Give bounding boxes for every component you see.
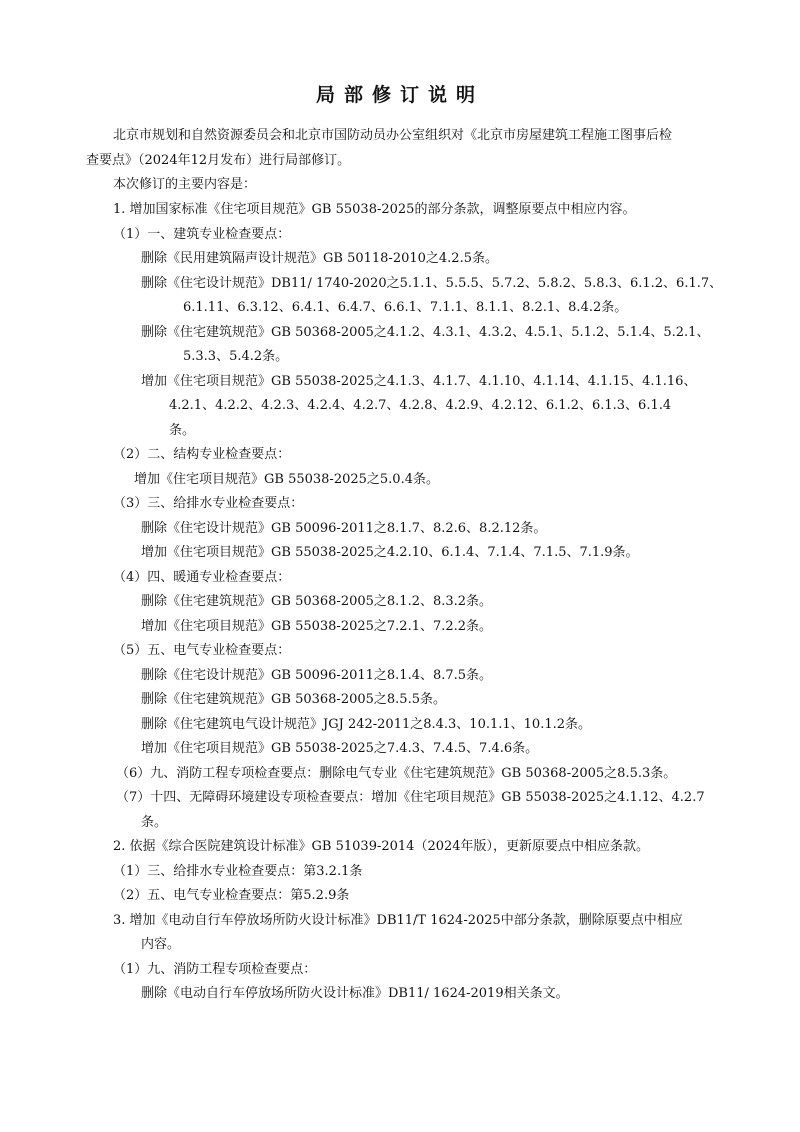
section-heading: （7）十四、无障碍环境建设专项检查要点：增加《住宅项目规范》GB 55038-2025之4.1.12、4.2.7	[116, 790, 705, 805]
intro-paragraph-line: 查要点》（2024年12月发布）进行局部修订。	[86, 153, 351, 168]
clause-line: 删除《民用建筑隔声设计规范》GB 50118-2010之4.2.5条。	[141, 251, 498, 266]
section-heading: （4）四、暖通专业检查要点：	[113, 570, 291, 585]
revision-item-heading-continued: 内容。	[141, 937, 181, 952]
section-heading: （6）九、消防工程专项检查要点：删除电气专业《住宅建筑规范》GB 50368-2005之8.5.3条。	[116, 766, 677, 781]
section-heading: （1）三、给排水专业检查要点：第3.2.1条	[113, 864, 363, 879]
clause-line-continued: 条。	[169, 423, 196, 438]
clause-line-continued: 5.3.3、5.4.2条。	[183, 349, 289, 364]
intro-summary-label: 本次修订的主要内容是：	[113, 177, 257, 192]
revision-item-heading: 2. 依据《综合医院建筑设计标准》GB 51039-2014（2024年版），更新原要点中相应条款。	[113, 839, 650, 854]
revision-item-heading: 3. 增加《电动自行车停放场所防火设计标准》DB11/T 1624-2025中部分条款，删除原要点中相应	[113, 913, 683, 928]
clause-line: 增加《住宅项目规范》GB 55038-2025之7.4.3、7.4.5、7.4.6条。	[141, 741, 539, 756]
clause-line-continued: 6.1.11、6.3.12、6.4.1、6.4.7、6.6.1、7.1.1、8.1.1、8.2.1、8.4.2条。	[183, 300, 628, 315]
clause-line: 删除《住宅设计规范》GB 50096-2011之8.1.4、8.7.5条。	[141, 668, 493, 683]
revision-item-heading: 1. 增加国家标准《住宅项目规范》GB 55038-2025的部分条款，调整原要点中相应内容。	[113, 202, 636, 217]
section-heading: （5）五、电气专业检查要点：	[113, 643, 291, 658]
section-heading: （2）五、电气专业检查要点：第5.2.9条	[113, 888, 350, 903]
clause-line: 删除《住宅设计规范》DB11/ 1740-2020之5.1.1、5.5.5、5.7.2、5.8.2、5.8.3、6.1.2、6.1.7、	[141, 276, 723, 291]
section-heading: （3）三、给排水专业检查要点：	[113, 496, 304, 511]
clause-line-continued: 条。	[141, 815, 168, 830]
clause-line: 增加《住宅项目规范》GB 55038-2025之4.1.3、4.1.7、4.1.10、4.1.14、4.1.15、4.1.16、	[141, 374, 697, 389]
clause-line: 删除《住宅建筑规范》GB 50368-2005之8.1.2、8.3.2条。	[141, 594, 493, 609]
clause-line: 增加《住宅项目规范》GB 55038-2025之4.2.10、6.1.4、7.1.4、7.1.5、7.1.9条。	[141, 545, 639, 560]
section-heading: （1）九、消防工程专项检查要点：	[113, 962, 317, 977]
clause-line-continued: 4.2.1、4.2.2、4.2.3、4.2.4、4.2.7、4.2.8、4.2.9、4.2.12、6.1.2、6.1.3、6.1.4	[169, 398, 672, 413]
page-title: 局部修订说明	[315, 84, 484, 106]
clause-line: 删除《住宅建筑电气设计规范》JGJ 242-2011之8.4.3、10.1.1、10.1.2条。	[141, 717, 592, 732]
clause-line: 增加《住宅项目规范》GB 55038-2025之7.2.1、7.2.2条。	[141, 619, 493, 634]
clause-line: 增加《住宅项目规范》GB 55038-2025之5.0.4条。	[134, 472, 439, 487]
clause-line: 删除《住宅建筑规范》GB 50368-2005之4.1.2、4.3.1、4.3.2、4.5.1、5.1.2、5.1.4、5.2.1、	[141, 325, 710, 340]
section-heading: （1）一、建筑专业检查要点：	[113, 227, 291, 242]
clause-line: 删除《住宅设计规范》GB 50096-2011之8.1.7、8.2.6、8.2.12条。	[141, 521, 547, 536]
clause-line: 删除《住宅建筑规范》GB 50368-2005之8.5.5条。	[141, 692, 446, 707]
section-heading: （2）二、结构专业检查要点：	[113, 447, 291, 462]
intro-paragraph-line: 北京市规划和自然资源委员会和北京市国防动员办公室组织对《北京市房屋建筑工程施工图事后检	[113, 128, 673, 143]
clause-line: 删除《电动自行车停放场所防火设计标准》DB11/ 1624-2019相关条文。	[141, 986, 569, 1001]
